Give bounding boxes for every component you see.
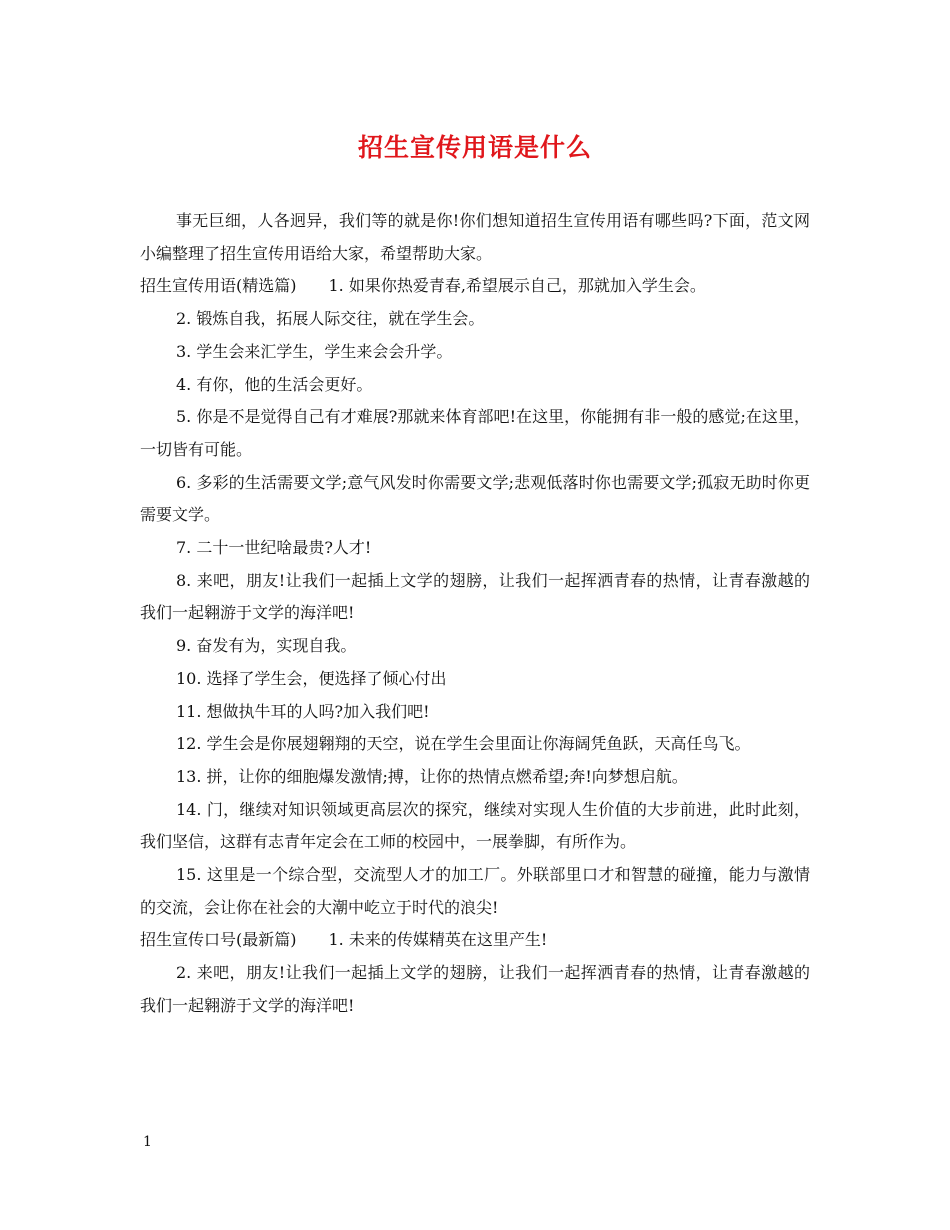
list-item: 8. 来吧，朋友!让我们一起插上文学的翅膀，让我们一起挥洒青春的热情，让青春激越的我们一起翱游于文学的海洋吧! [140, 570, 810, 623]
list-item: 4. 有你，他的生活会更好。 [176, 374, 373, 394]
intro-paragraph: 事无巨细，人各迥异，我们等的就是你!你们想知道招生宣传用语有哪些吗?下面，范文网小编整理了招生宣传用语给大家，希望帮助大家。 [140, 211, 810, 263]
list-item: 11. 想做执牛耳的人吗?加入我们吧! [176, 701, 430, 721]
list-item: 15. 这里是一个综合型，交流型人才的加工厂。外联部里口才和智慧的碰撞，能力与激情的交流，会让你在社会的大潮中屹立于时代的浪尖! [140, 865, 810, 917]
document-title: 招生宣传用语是什么 [357, 133, 592, 162]
list-item: 10. 选择了学生会，便选择了倾心付出 [176, 668, 447, 688]
list-item: 2. 锻炼自我，拓展人际交往，就在学生会。 [176, 309, 485, 329]
list-item: 5. 你是不是觉得自己有才难展?那就来体育部吧!在这里，你能拥有非一般的感觉;在这里，一切皆有可能。 [140, 407, 810, 459]
list-item: 12. 学生会是你展翅翱翔的天空，说在学生会里面让你海阔凭鱼跃，天高任鸟飞。 [176, 734, 751, 754]
document-body [140, 205, 810, 1023]
section-heading-latest: 招生宣传口号(最新篇) 1. 未来的传媒精英在这里产生! [140, 930, 548, 950]
list-item: 2. 来吧，朋友!让我们一起插上文学的翅膀，让我们一起挥洒青春的热情，让青春激越的我们一起翱游于文学的海洋吧! [140, 963, 810, 1015]
list-item: 3. 学生会来汇学生，学生来会会升学。 [176, 341, 453, 361]
list-item: 6. 多彩的生活需要文学;意气风发时你需要文学;悲观低落时你也需要文学;孤寂无助时你更需要文学。 [140, 472, 810, 525]
list-item: 13. 拼，让你的细胞爆发激情;搏，让你的热情点燃希望;奔!向梦想启航。 [176, 766, 688, 786]
page-number: 1 [143, 1134, 152, 1150]
list-item: 9. 奋发有为，实现自我。 [176, 636, 357, 656]
list-item: 14. 门，继续对知识领域更高层次的探究，继续对实现人生价值的大步前进，此时此刻，我们坚信，这群有志青年定会在工师的校园中，一展拳脚，有所作为。 [140, 799, 810, 852]
list-item: 7. 二十一世纪啥最贵?人才! [176, 538, 372, 558]
section-heading-selected: 招生宣传用语(精选篇) 1. 如果你热爱青春,希望展示自己，那就加入学生会。 [140, 276, 706, 296]
